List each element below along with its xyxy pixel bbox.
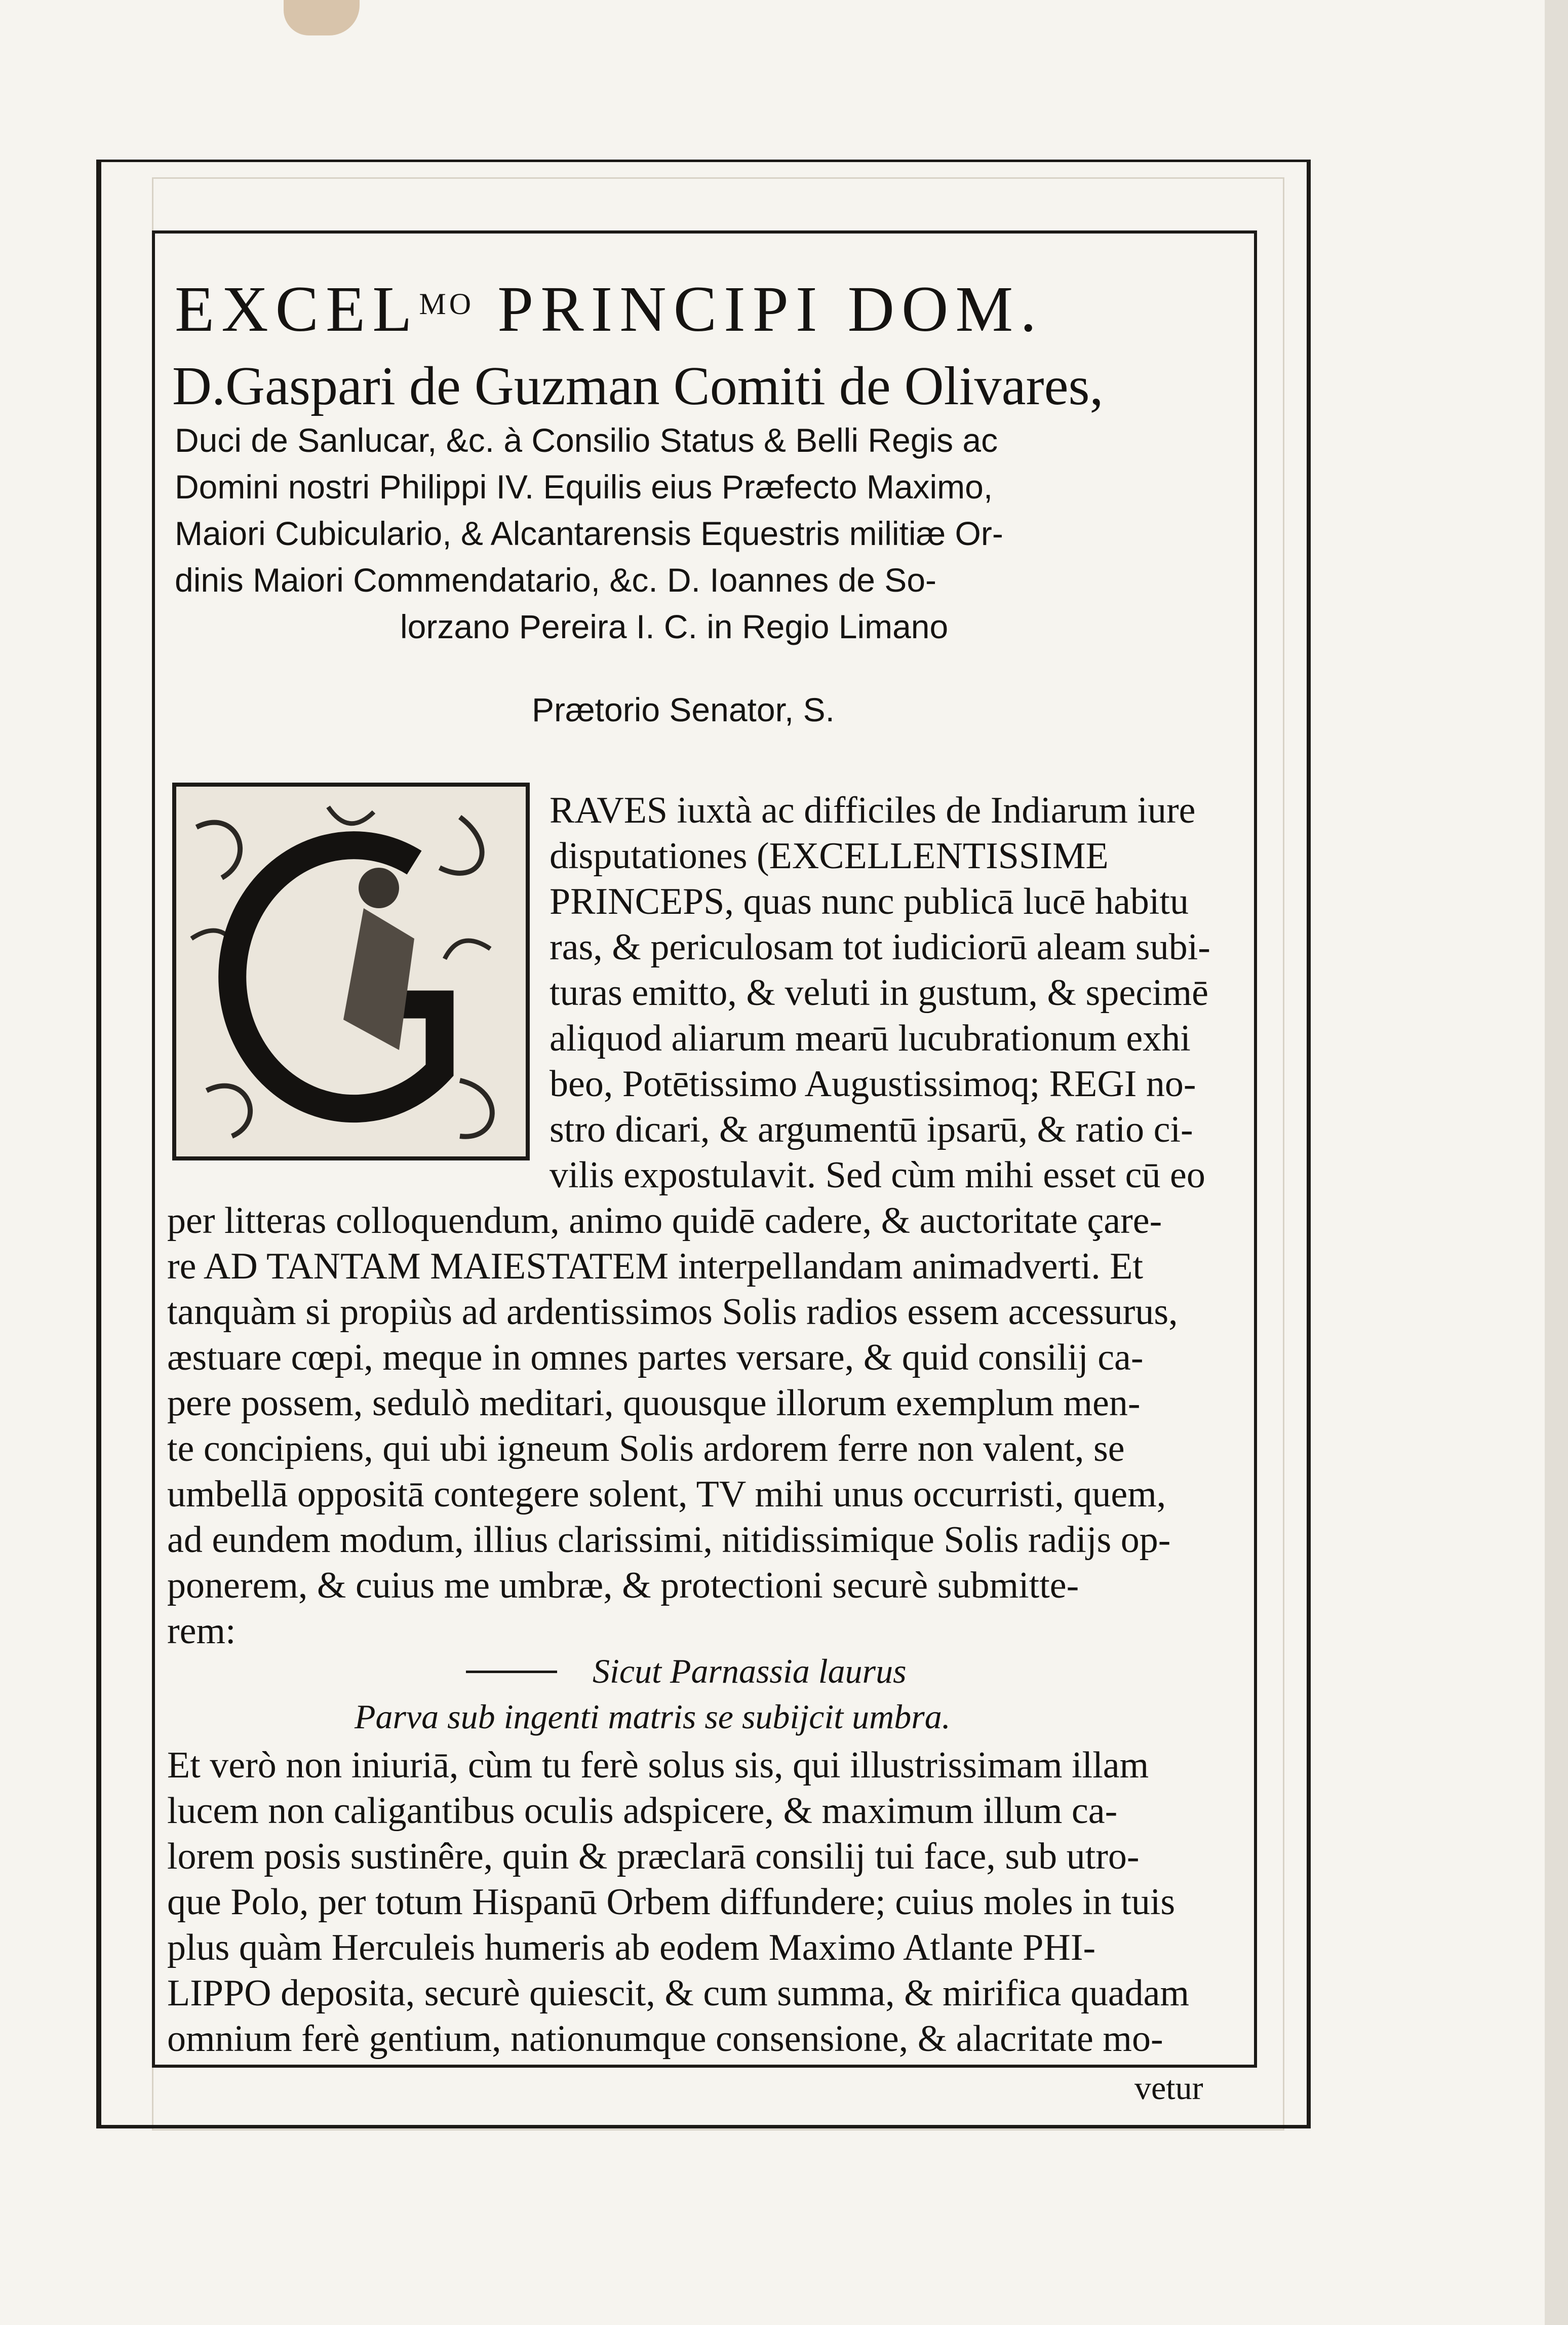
- body-line: lucem non caligantibus oculis adspicere, & maximum illum ca-: [167, 1790, 1118, 1832]
- body-line: stro dicari, & argumentū ipsarū, & ratio ci-: [550, 1109, 1193, 1150]
- dedicatee-name: D.Gaspari de Guzman Comiti de Olivares,: [172, 356, 1104, 416]
- body-line: aliquod aliarum mearū lucubrationum exhi: [550, 1018, 1191, 1059]
- address-line: Domini nostri Philippi IV. Equilis eius Præfecto Maximo,: [175, 468, 993, 506]
- title-superscript: MO: [419, 287, 475, 321]
- address-line: dinis Maiori Commendatario, &c. D. Ioannes de So-: [175, 561, 937, 599]
- initial-woodcut: [176, 787, 526, 1156]
- body-line: RAVES iuxtà ac difficiles de Indiarum iure: [550, 790, 1196, 831]
- address-line: Prætorio Senator, S.: [532, 691, 835, 728]
- verse-dash: [466, 1671, 557, 1673]
- body-line: omnium ferè gentium, nationumque consensione, & alacritate mo-: [167, 2018, 1163, 2060]
- body-line: æstuare cœpi, meque in omnes partes versare, & quid consilij ca-: [167, 1337, 1144, 1378]
- body-line: plus quàm Herculeis humeris ab eodem Maximo Atlante PHI-: [167, 1927, 1096, 1968]
- body-line: PRINCEPS, quas nunc publicā lucē habitu: [550, 881, 1189, 922]
- verse-line: Parva sub ingenti matris se subijcit umbra.: [355, 1697, 951, 1736]
- body-line: re AD TANTAM MAIESTATEM interpellandam animadverti. Et: [167, 1246, 1144, 1287]
- decorated-initial-icon: [172, 783, 530, 1160]
- body-line: lorem posis sustinêre, quin & præclarā consilij tui face, sub utro-: [167, 1836, 1140, 1877]
- dedication-title: [175, 266, 1043, 347]
- body-line: umbellā oppositā contegere solent, TV mihi unus occurristi, quem,: [167, 1474, 1166, 1515]
- catchword: vetur: [1134, 2070, 1203, 2107]
- verse-line: Sicut Parnassia laurus: [593, 1652, 907, 1690]
- address-line: Maiori Cubiculario, & Alcantarensis Equestris militiæ Or-: [175, 515, 1003, 552]
- body-line: rem:: [167, 1610, 236, 1652]
- address-line: lorzano Pereira I. C. in Regio Limano: [400, 608, 949, 645]
- title-lead: EXCEL: [175, 273, 419, 345]
- body-line: vilis expostulavit. Sed cùm mihi esset cū eo: [550, 1154, 1205, 1196]
- body-line: disputationes (EXCELLENTISSIME: [550, 835, 1109, 877]
- page-edge: [1545, 0, 1568, 2325]
- address-line: Duci de Sanlucar, &c. à Consilio Status & Belli Regis ac: [175, 421, 998, 459]
- body-line: pere possem, sedulò meditari, quousque illorum exemplum men-: [167, 1382, 1141, 1424]
- body-line: que Polo, per totum Hispanū Orbem diffundere; cuius moles in tuis: [167, 1881, 1175, 1923]
- body-line: beo, Potētissimo Augustissimoq; REGI no-: [550, 1063, 1196, 1105]
- body-line: te concipiens, qui ubi igneum Solis ardorem ferre non valent, se: [167, 1428, 1125, 1469]
- body-line: ras, & periculosam tot iudiciorū aleam subi-: [550, 926, 1210, 968]
- body-line: per litteras colloquendum, animo quidē cadere, & auctoritate çare-: [167, 1200, 1162, 1242]
- body-line: turas emitto, & veluti in gustum, & specimē: [550, 972, 1208, 1014]
- body-line: ponerem, & cuius me umbræ, & protectioni securè submitte-: [167, 1565, 1079, 1606]
- title-rest: PRINCIPI DOM.: [497, 273, 1044, 345]
- body-line: ad eundem modum, illius clarissimi, nitidissimique Solis radijs op-: [167, 1519, 1171, 1561]
- body-line: tanquàm si propiùs ad ardentissimos Solis radios essem accessurus,: [167, 1291, 1178, 1333]
- body-line: Et verò non iniuriā, cùm tu ferè solus sis, qui illustrissimam illam: [167, 1745, 1149, 1786]
- body-line: LIPPO deposita, securè quiescit, & cum summa, & mirifica quadam: [167, 1972, 1190, 2014]
